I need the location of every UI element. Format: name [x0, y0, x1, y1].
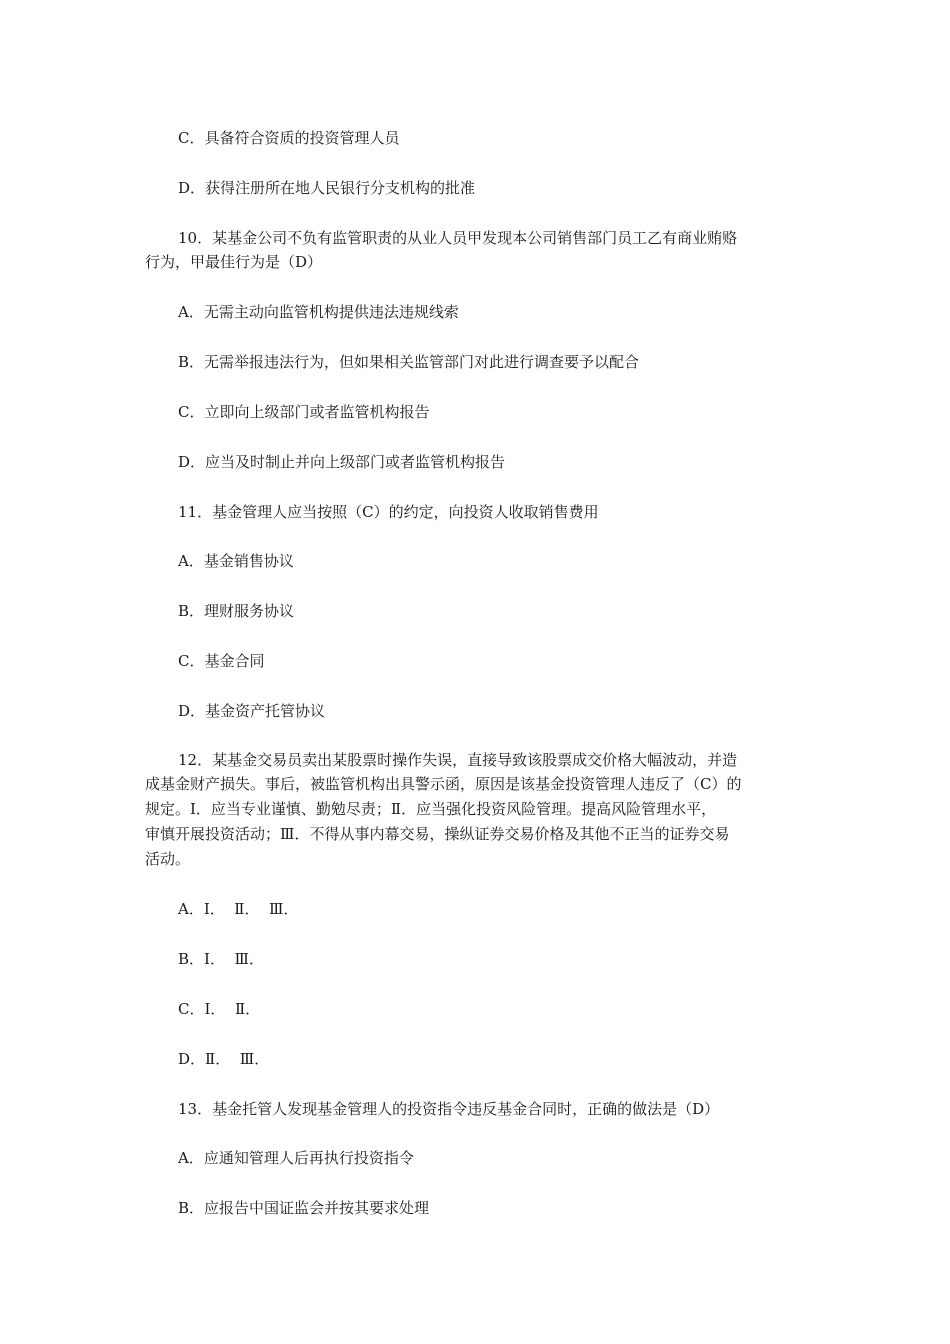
question-12-text-cont: 成基金财产损失。事后，被监管机构出具警示函，原因是该基金投资管理人违反了（C）的 [145, 775, 742, 793]
option-text: D．基金资产托管协议 [178, 702, 326, 720]
option-text: A．无需主动向监管机构提供违法违规线索 [178, 303, 459, 321]
question-12-text: 12．某基金交易员卖出某股票时操作失误，直接导致该股票成交价格大幅波动，并造 [178, 751, 738, 769]
option-text: A．基金销售协议 [178, 552, 294, 570]
option-text: C．具备符合资质的投资管理人员 [178, 129, 400, 147]
question-12-text-cont: 审慎开展投资活动；Ⅲ．不得从事内幕交易，操纵证券交易价格及其他不正当的证券交易 [145, 825, 730, 843]
option-text: A．应通知管理人后再执行投资指令 [178, 1149, 414, 1167]
question-12-text-cont: 规定。Ⅰ．应当专业谨慎、勤勉尽责；Ⅱ．应当强化投资风险管理。提高风险管理水平， [145, 800, 717, 818]
question-12-text-cont: 活动。 [145, 850, 191, 868]
option-text: B．应报告中国证监会并按其要求处理 [178, 1199, 430, 1217]
option-text: B．无需举报违法行为，但如果相关监管部门对此进行调查要予以配合 [178, 353, 640, 371]
option-text: C．基金合同 [178, 652, 265, 670]
option-text: A．Ⅰ． Ⅱ． Ⅲ． [178, 900, 299, 918]
option-text: B．Ⅰ． Ⅲ． [178, 950, 264, 968]
option-text: D．获得注册所在地人民银行分支机构的批准 [178, 179, 476, 197]
question-10-text: 10．某基金公司不负有监管职责的从业人员甲发现本公司销售部门员工乙有商业贿赂 [178, 229, 738, 247]
question-11-text: 11．基金管理人应当按照（C）的约定，向投资人收取销售费用 [178, 503, 599, 521]
option-text: D．Ⅱ． Ⅲ． [178, 1050, 270, 1068]
question-10-text-cont: 行为，甲最佳行为是（D） [145, 253, 323, 271]
question-13-text: 13．基金托管人发现基金管理人的投资指令违反基金合同时，正确的做法是（D） [178, 1100, 720, 1118]
option-text: C．立即向上级部门或者监管机构报告 [178, 403, 430, 421]
option-text: C．Ⅰ． Ⅱ． [178, 1000, 261, 1018]
option-text: B．理财服务协议 [178, 602, 295, 620]
option-text: D．应当及时制止并向上级部门或者监管机构报告 [178, 453, 506, 471]
